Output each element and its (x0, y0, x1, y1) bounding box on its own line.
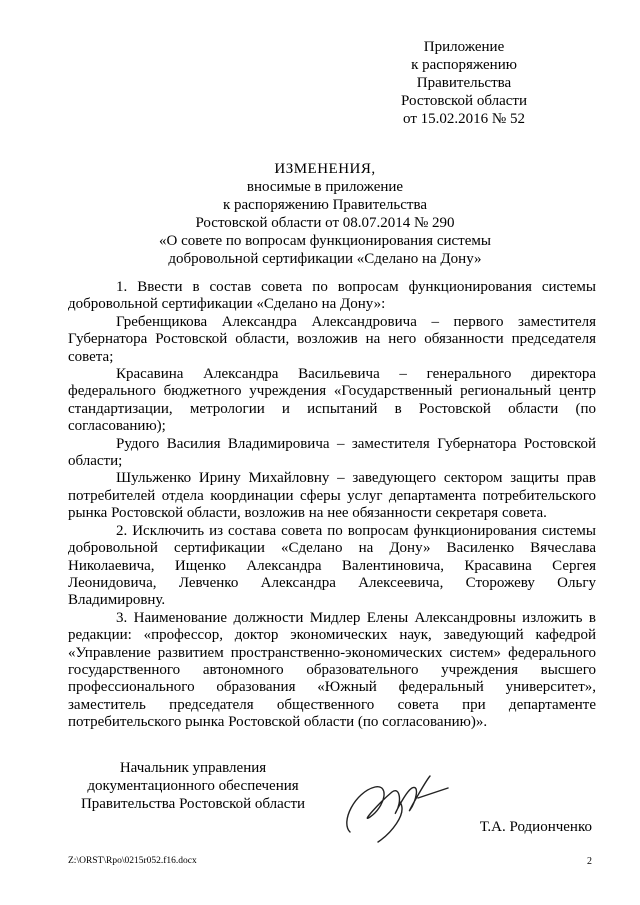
signatory-line: Правительства Ростовской области (80, 796, 306, 812)
title-line: Ростовской области от 08.07.2014 № 290 (195, 215, 455, 231)
appendix-header (364, 38, 564, 128)
handwritten-signature (330, 762, 460, 852)
signatory-line: документационного обеспечения (87, 778, 299, 794)
appendix-line: к распоряжению (411, 57, 517, 73)
paragraph: Гребенщикова Александра Александровича – первого заместителя Губернатора Ростовской области, возложив на него обязанности председателя совета; (68, 313, 596, 365)
appendix-line: Правительства (416, 75, 512, 91)
title-heading: ИЗМЕНЕНИЯ, (274, 161, 376, 177)
title-line: «О совете по вопросам функционирования системы (159, 233, 491, 249)
title-line: добровольной сертификации «Сделано на Дону» (168, 251, 482, 267)
appendix-line: Ростовской области (401, 93, 527, 109)
signatory-title (68, 759, 318, 813)
title-line: к распоряжению Правительства (222, 197, 427, 213)
page-number: 2 (587, 856, 592, 867)
paragraph: 2. Исключить из состава совета по вопросам функционирования системы добровольной сертификации «Сделано на Дону» Василенко Вячеслава Николаевича, Ищенко Александра Валентиновича, Красавина Сергея Леонидовича, Левченко Александра Алексеевича, Сторожеву Ольгу Владимировну. (68, 522, 596, 609)
appendix-line: Приложение (423, 39, 505, 55)
signatory-line: Начальник управления (119, 760, 267, 776)
signer-name: Т.А. Родионченко (479, 819, 592, 835)
document-title (90, 160, 560, 268)
appendix-line: от 15.02.2016 № 52 (403, 111, 525, 127)
document-body (68, 279, 596, 732)
paragraph: Красавина Александра Васильевича – генерального директора федерального бюджетного учреждения «Государственный региональный центр стандартизации, метрологии и испытаний в Ростовской области (по согласованию); (68, 366, 596, 435)
title-line: вносимые в приложение (246, 179, 404, 195)
file-path: Z:\ORST\Rpo\0215r052.f16.docx (68, 856, 197, 866)
paragraph: 3. Наименование должности Мидлер Елены Александровны изложить в редакции: «профессор, доктор экономических наук, заведующий кафедрой «Управление развитием пространственно-экономических систем» федерального государственного автономного образовательного учреждения высшего профессионального образования «Южный федеральный университет», заместитель председателя общественного совета при департаменте потребительского рынка Ростовской области (по согласованию)». (68, 609, 596, 731)
paragraph: 1. Ввести в состав совета по вопросам функционирования системы добровольной сертификации «Сделано на Дону»: (68, 279, 596, 313)
paragraph: Шульженко Ирину Михайловну – заведующего сектором защиты прав потребителей отдела координации сферы услуг департамента потребительского рынка Ростовской области, возложив на нее обязанности секретаря совета. (68, 470, 596, 522)
paragraph: Рудого Василия Владимировича – заместителя Губернатора Ростовской области; (68, 435, 596, 470)
